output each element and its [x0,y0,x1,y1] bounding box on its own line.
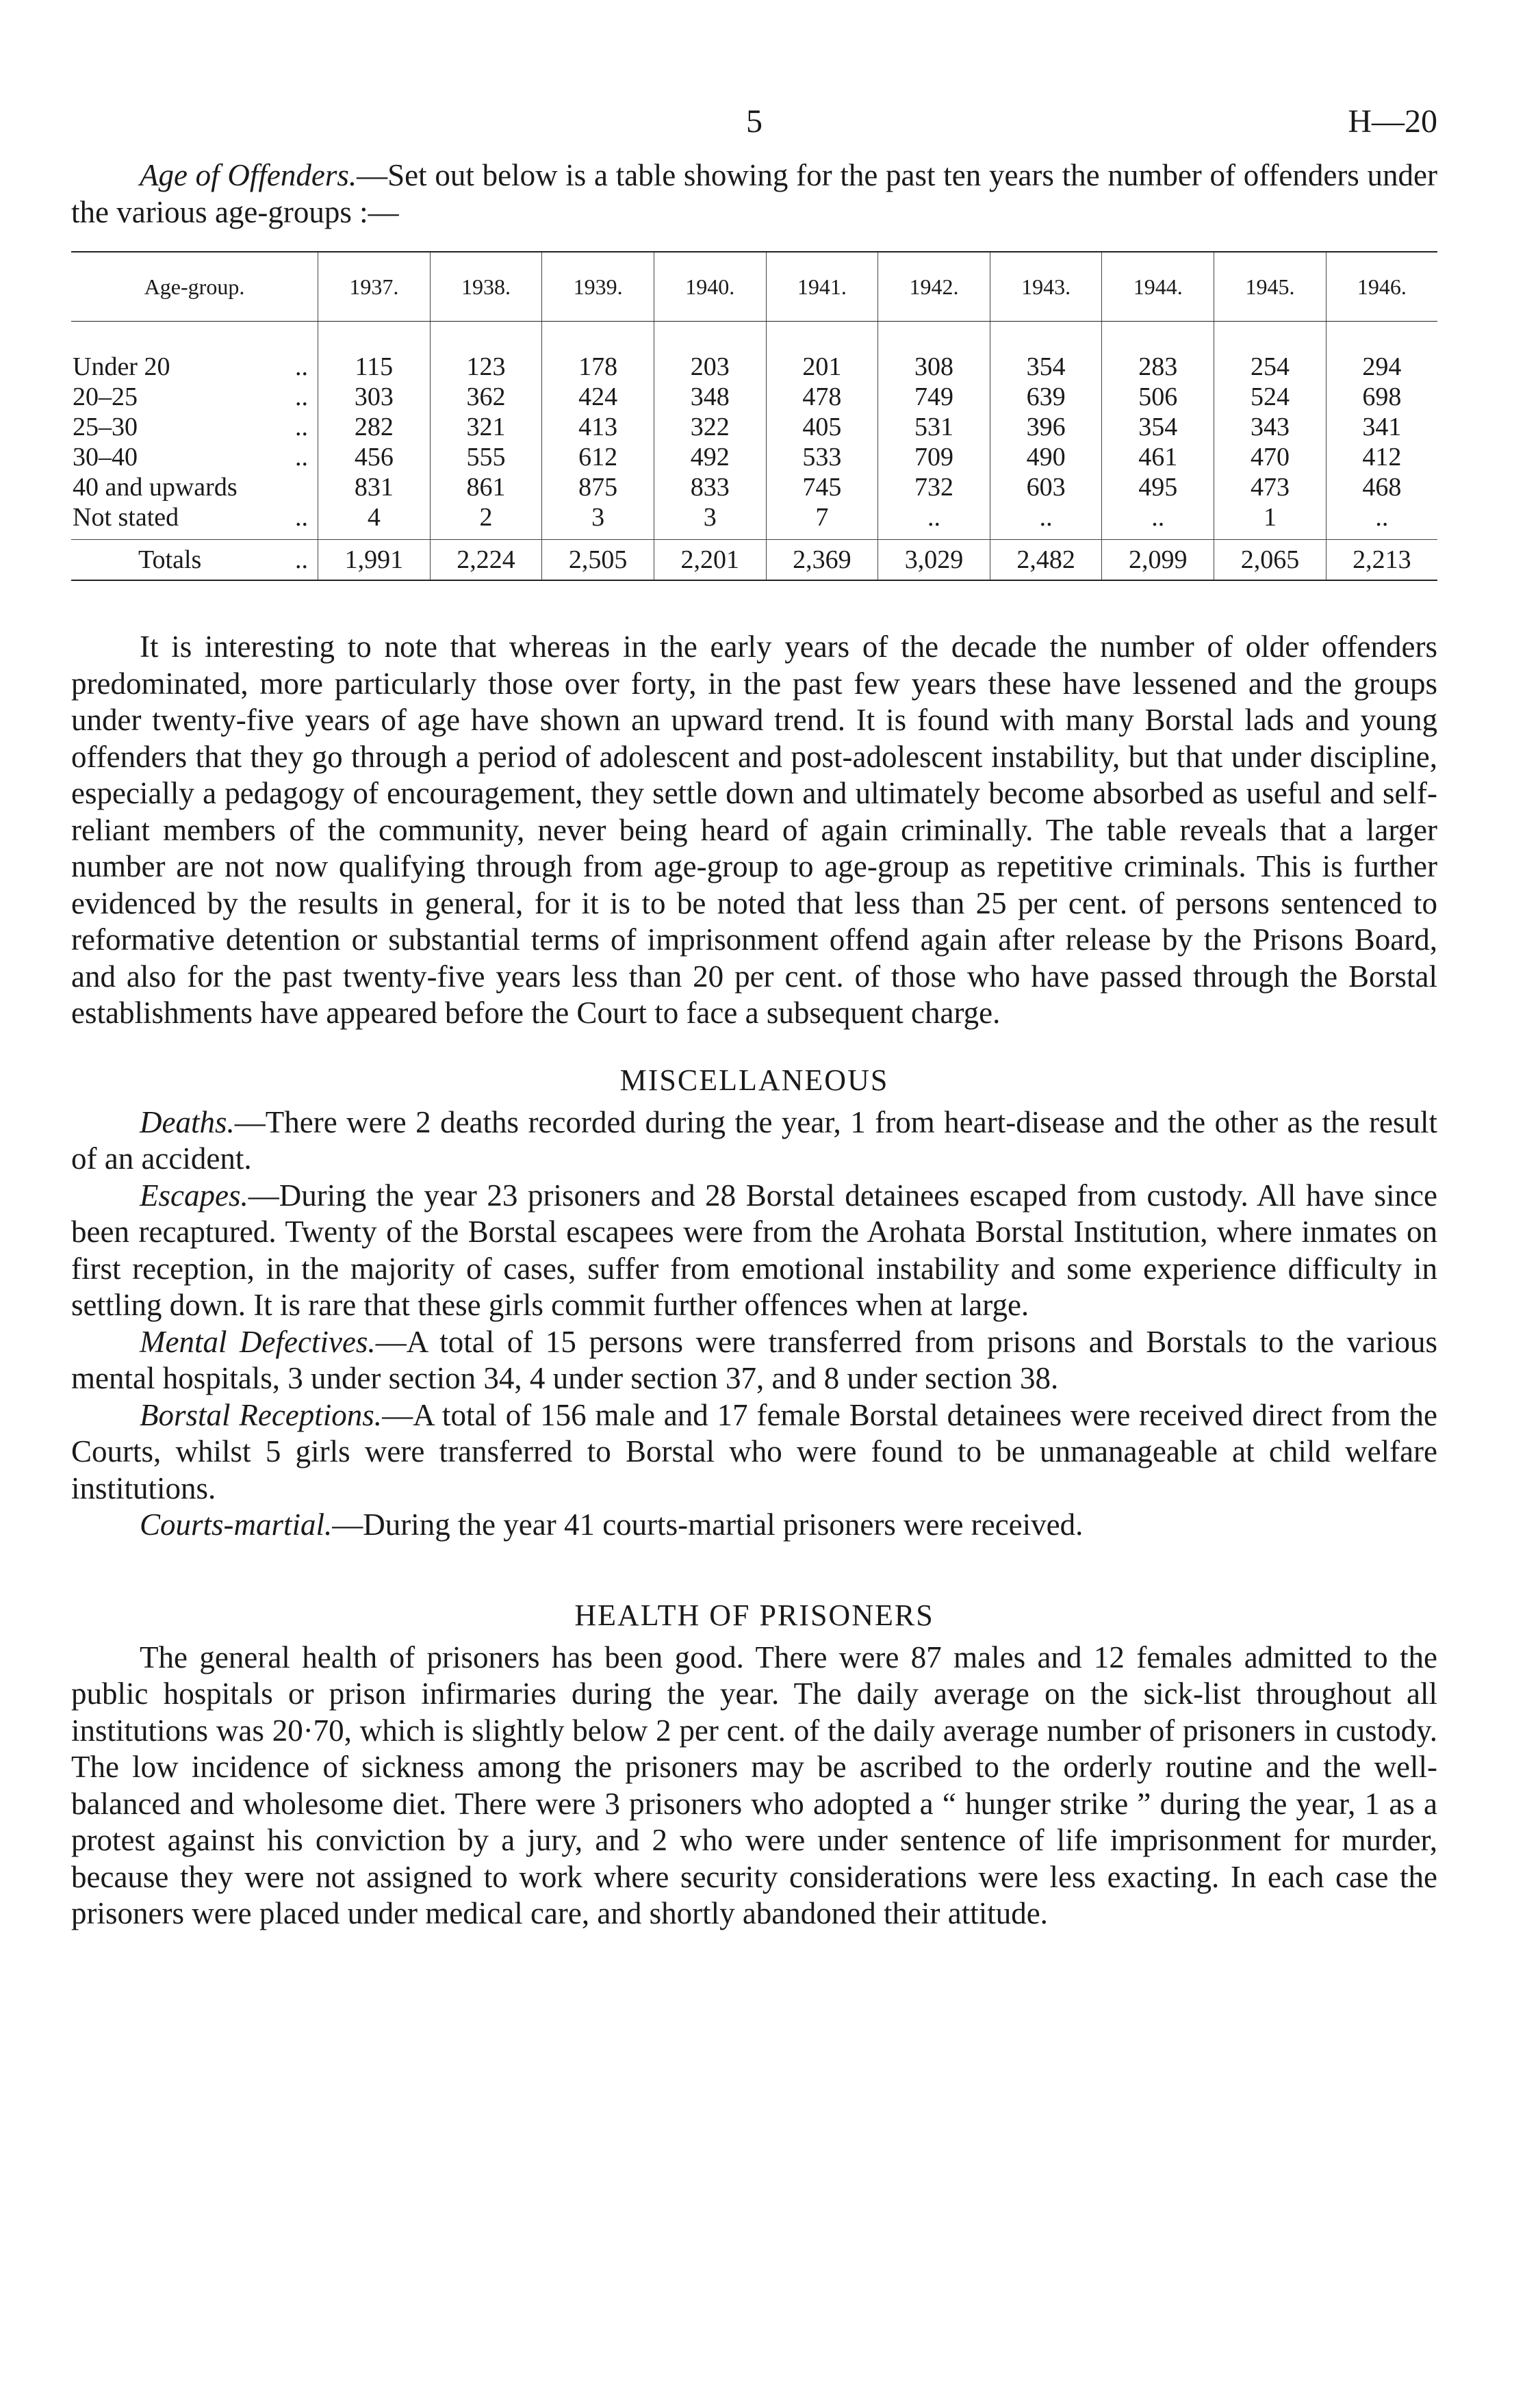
table-cell: 533 [766,442,878,472]
table-cell: 698 [1326,382,1437,412]
col-header-year: 1942. [878,253,990,322]
age-group-text: 40 and upwards [73,473,238,502]
table-cell: 396 [990,412,1102,442]
leader-dots: .. [295,443,308,471]
table-cell: 531 [878,412,990,442]
total-cell: 2,482 [990,540,1102,580]
misc-paragraph [71,1324,1437,1397]
col-header-year: 1943. [990,253,1102,322]
col-header-year: 1939. [542,253,654,322]
table-cell: 749 [878,382,990,412]
table-cell: .. [1326,502,1437,532]
age-table [71,251,1437,581]
table-cell: 322 [654,412,766,442]
col-header-year: 1940. [654,253,766,322]
misc-text: —A total of 156 male and 17 female Borstal detainees were received direct from the Courts, whilst 5 girls were transferred to Borstal who were found to be unmanageable at child welfare institutions. [71,1397,1437,1505]
col-header-year: 1944. [1102,253,1214,322]
table-cell: 413 [542,412,654,442]
age-group-label [71,412,318,442]
age-intro-text: —Set out below is a table showing for the past ten years the number of offenders under the various age-groups :— [71,158,1438,229]
table-cell: .. [1102,502,1214,532]
totals-label [71,540,318,580]
section-title-health: HEALTH OF PRISONERS [574,1598,934,1632]
table-cell: 473 [1214,472,1327,502]
table-cell: 470 [1214,442,1327,472]
table-cell: 732 [878,472,990,502]
table-cell: 343 [1214,412,1327,442]
table-cell: 456 [318,442,431,472]
table-cell: 875 [542,472,654,502]
leader-dots: .. [295,383,308,411]
table-cell: 341 [1326,412,1437,442]
total-cell: 2,065 [1214,540,1327,580]
section-title-miscellaneous: MISCELLANEOUS [619,1063,889,1097]
age-group-text: 25–30 [73,413,138,441]
table-cell: 745 [766,472,878,502]
table-cell: 603 [990,472,1102,502]
table-cell: 1 [1214,502,1327,532]
misc-paragraph [71,1507,1437,1544]
total-cell: 3,029 [878,540,990,580]
table-cell: 282 [318,412,431,442]
col-header-year: 1946. [1326,253,1437,322]
age-intro-paragraph [71,157,1437,231]
page-number: 5 [746,103,762,140]
col-header-year: 1941. [766,253,878,322]
table-cell: 709 [878,442,990,472]
age-group-text: 20–25 [73,383,138,411]
leader-dots: .. [295,352,308,381]
misc-text: —There were 2 deaths recorded during the year, 1 from heart-disease and the other as the result of an accident. [71,1104,1437,1176]
table-cell: 490 [990,442,1102,472]
table-cell: 478 [766,382,878,412]
misc-heading: Mental Defectives. [140,1324,376,1359]
table-cell: 506 [1102,382,1214,412]
age-group-label [71,442,318,472]
age-discussion-paragraph: It is interesting to note that whereas in the early years of the decade the number of older offenders predominated, more particularly those over forty, in the past few years these have lessened and the groups under twenty-five years of age have shown an upward trend. It is found with many Borstal lads and young offenders that they go through a period of adolescent and post-adolescent instability, but that under discipline, especially a pedagogy of encouragement, they settle down and ultimately become absorbed as useful and self-reliant members of the community, never being heard of again criminally. The table reveals that a larger number are not now qualifying through from age-group to age-group as repetitive criminals. This is further evidenced by the results in general, for it is to be noted that less than 25 per cent. of persons sentenced to reformative detention or substantial terms of imprisonment offend again after release by the Prisons Board, and also for the past twenty-five years less than 20 per cent. of those who have passed through the Borstal establishments have appeared before the Court to face a subsequent charge. [71,630,1437,1030]
total-cell: 2,369 [766,540,878,580]
table-cell: 405 [766,412,878,442]
age-group-text: Under 20 [73,352,170,381]
table-header-row [71,253,1437,322]
table-row [71,502,1437,532]
misc-paragraph [71,1397,1437,1507]
document-page [71,103,1437,1932]
total-cell: 1,991 [318,540,431,580]
age-group-label [71,322,318,383]
misc-paragraph [71,1104,1437,1178]
table-cell: 354 [990,322,1102,383]
misc-heading: Courts-martial. [140,1507,333,1542]
misc-text: —During the year 41 courts-martial prisoners were received. [332,1507,1084,1542]
table-row [71,412,1437,442]
misc-text: —A total of 15 persons were transferred from prisons and Borstals to the various mental hospitals, 3 under section 34, 4 under section 37, and 8 under section 38. [71,1324,1437,1395]
table-cell: 283 [1102,322,1214,383]
table-cell: 524 [1214,382,1327,412]
total-cell: 2,213 [1326,540,1437,580]
table-row [71,472,1437,502]
age-heading: Age of Offenders. [140,158,357,192]
table-cell: 115 [318,322,431,383]
spacer-row [71,532,1437,540]
table-cell: 178 [542,322,654,383]
age-group-label [71,502,318,532]
table-cell: 203 [654,322,766,383]
misc-heading: Borstal Receptions. [140,1397,383,1432]
table-cell: 7 [766,502,878,532]
table-cell: 612 [542,442,654,472]
table-cell: 254 [1214,322,1327,383]
total-cell: 2,505 [542,540,654,580]
table-cell: 2 [430,502,542,532]
table-cell: 495 [1102,472,1214,502]
table-cell: 308 [878,322,990,383]
health-paragraph: The general health of prisoners has been good. There were 87 males and 12 females admitted to the public hospitals or prison infirmaries during the year. The daily average on the sick-list throughout all institutions was 20·70, which is slightly below 2 per cent. of the daily average number of prisoners in custody. The low incidence of sickness among the prisoners may be ascribed to the orderly routine and the well-balanced and wholesome diet. There were 3 prisoners who adopted a “ hunger strike ” during the year, 1 as a protest against his conviction by a jury, and 2 who were under sentence of life imprisonment for murder, because they were not assigned to work where security considerations were less exacting. In each case the prisoners were placed under medical care, and shortly abandoned their attitude. [71,1640,1437,1930]
age-group-text: 30–40 [73,443,138,471]
table-cell: 492 [654,442,766,472]
table-cell: 833 [654,472,766,502]
table-cell: 468 [1326,472,1437,502]
total-cell: 2,201 [654,540,766,580]
table-cell: 461 [1102,442,1214,472]
col-header-year: 1938. [430,253,542,322]
misc-heading: Deaths. [140,1104,235,1139]
total-cell: 2,099 [1102,540,1214,580]
document-reference: H—20 [1348,103,1437,140]
leader-dots: .. [295,503,308,532]
table-row [71,322,1437,383]
misc-text: —During the year 23 prisoners and 28 Borstal detainees escaped from custody. All have since been recaptured. Twenty of the Borstal escapees were from the Arohata Borstal Institution, where inmates on first reception, in the majority of cases, suffer from emotional instability and some experience difficulty in settling down. It is rare that these girls commit further offences when at large. [71,1178,1437,1322]
table-row [71,442,1437,472]
age-group-label [71,472,318,502]
age-group-text: Not stated [73,503,179,532]
table-cell: 354 [1102,412,1214,442]
table-cell: 412 [1326,442,1437,472]
table-cell: 555 [430,442,542,472]
misc-paragraph [71,1178,1437,1324]
total-cell: 2,224 [430,540,542,580]
table-cell: 3 [654,502,766,532]
table-cell: 303 [318,382,431,412]
totals-row [71,540,1437,580]
table-cell: 3 [542,502,654,532]
leader-dots: .. [295,545,308,574]
table-cell: 123 [430,322,542,383]
col-header-year: 1937. [318,253,431,322]
table-cell: 831 [318,472,431,502]
table-cell: 861 [430,472,542,502]
col-header-age-group: Age-group. [71,253,318,322]
table-cell: 424 [542,382,654,412]
table-cell: .. [990,502,1102,532]
table-cell: 321 [430,412,542,442]
table-cell: 348 [654,382,766,412]
table-cell: 639 [990,382,1102,412]
col-header-year: 1945. [1214,253,1327,322]
table-cell: 294 [1326,322,1437,383]
table-cell: 362 [430,382,542,412]
totals-text: Totals [138,545,202,574]
table-cell: .. [878,502,990,532]
leader-dots: .. [295,413,308,441]
page-header [71,103,1437,157]
misc-heading: Escapes. [140,1178,248,1213]
table-cell: 201 [766,322,878,383]
age-group-label [71,382,318,412]
table-cell: 4 [318,502,431,532]
table-row [71,382,1437,412]
